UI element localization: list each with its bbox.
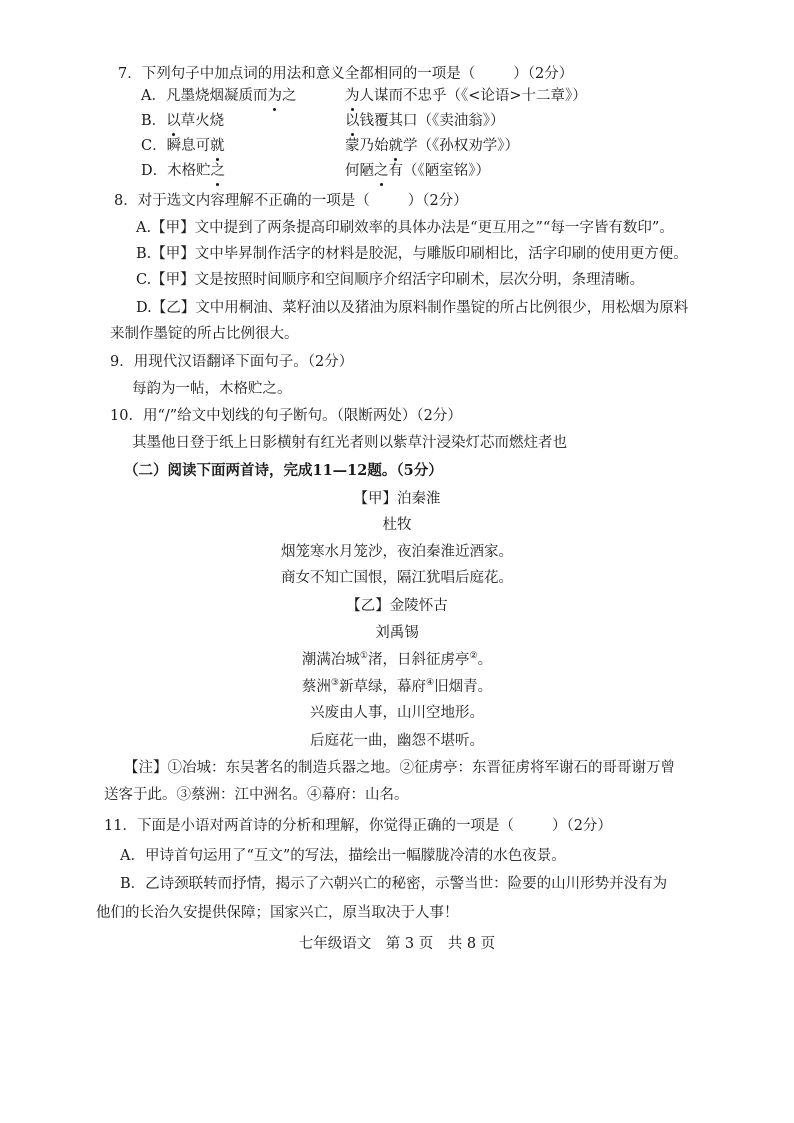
q7-option-b-left: B．以草火烧 xyxy=(141,113,225,129)
q11-option-b-line1: B．乙诗颈联转而抒情，揭示了六朝兴亡的秘密，示警当世：险要的山川形势并没有为 xyxy=(120,876,668,892)
q7-stem: 7．下列句子中加点词的用法和意义全都相同的一项是（ ）（2分） xyxy=(118,66,574,82)
poem-b-title: 【乙】金陵怀古 xyxy=(346,598,448,614)
note-line2: 送客于此。③蔡洲：江中洲名。④幕府：山名。 xyxy=(104,787,409,803)
q10-stem: 10．用“/”给文中划线的句子断句。（限断两处）（2分） xyxy=(110,408,462,424)
poem-b-line3: 兴废由人事，山川空地形。 xyxy=(310,705,484,721)
q10-sentence: 其墨他日登于纸上日影横射有红光者则以紫草汁浸染灯芯而燃炷者也 xyxy=(132,435,567,451)
poem-a-line1: 烟笼寒水月笼沙，夜泊秦淮近酒家。 xyxy=(281,544,513,560)
footnote-1-marker: ① xyxy=(359,651,368,662)
q9-stem: 9．用现代汉语翻译下面句子。（2分） xyxy=(110,354,354,370)
q8-option-d-line2: 来制作墨锭的所占比例很大。 xyxy=(110,326,299,342)
q11-stem: 11．下面是小语对两首诗的分析和理解，你觉得正确的一项是（ ）（2分） xyxy=(104,818,612,834)
poem-a-line2: 商女不知亡国恨，隔江犹唱后庭花。 xyxy=(281,570,513,586)
poem-a-author: 杜牧 xyxy=(382,517,412,533)
q7-option-d-right: 何陋之有（《陋室铭》） xyxy=(345,163,490,179)
footnote-3-marker: ③ xyxy=(330,678,339,689)
q9-sentence: 每韵为一帖，木格贮之。 xyxy=(132,381,292,397)
q8-option-c: C.【甲】文是按照时间顺序和空间顺序介绍活字印刷术，层次分明，条理清晰。 xyxy=(136,272,645,288)
q7-option-c-left: C．瞬息可就 xyxy=(141,138,225,154)
q7-option-b-right: 以钱覆其口（《卖油翁》） xyxy=(345,113,505,129)
q7-option-a-right: 为人谋而不忠乎（《<论语>十二章》） xyxy=(345,88,587,104)
q7-option-c-right: 蒙乃始就学（《孙权劝学》） xyxy=(345,138,519,154)
poem-a-title: 【甲】泊秦淮 xyxy=(353,491,441,507)
section2-heading: （二）阅读下面两首诗，完成11—12题。（5分） xyxy=(124,462,443,479)
q11-option-b-line2: 他们的长治久安提供保障；国家兴亡，原当取决于人事！ xyxy=(96,905,459,921)
poem-b-line2: 蔡洲③新草绿，幕府④旧烟青。 xyxy=(301,678,493,695)
poem-b-line4: 后庭花一曲，幽怨不堪听。 xyxy=(310,733,484,749)
q8-option-b: B.【甲】文中毕昇制作活字的材料是胶泥，与雕版印刷相比，活字印刷的使用更方便。 xyxy=(136,246,688,262)
q7-option-a-left: A．凡墨烧烟凝质而为之 xyxy=(141,88,297,104)
q8-stem: 8．对于选文内容理解不正确的一项是（ ）（2分） xyxy=(114,193,468,209)
note-line1: 【注】①冶城：东吴著名的制造兵器之地。②征虏亭：东晋征虏将军谢石的哥哥谢万曾 xyxy=(124,760,675,776)
footnote-4-marker: ④ xyxy=(426,678,435,689)
poem-b-line1: 潮满冶城①渚，日斜征虏亭②。 xyxy=(301,651,493,668)
q8-option-d-line1: D.【乙】文中用桐油、菜籽油以及猪油为原料制作墨锭的所占比例很少，用松烟为原料 xyxy=(136,300,689,316)
q7-option-d-left: D．木格贮之 xyxy=(141,163,226,179)
q8-option-a: A.【甲】文中提到了两条提高印刷效率的具体办法是“更互用之”“每一字皆有数印”。 xyxy=(136,220,674,236)
q11-option-a: A．甲诗首句运用了“互文”的写法，描绘出一幅朦胧冷清的水色夜景。 xyxy=(120,848,566,864)
poem-b-author: 刘禹锡 xyxy=(375,625,419,641)
footnote-2-marker: ② xyxy=(469,651,478,662)
page-footer: 七年级语文 第 3 页 共 8 页 xyxy=(298,936,496,952)
